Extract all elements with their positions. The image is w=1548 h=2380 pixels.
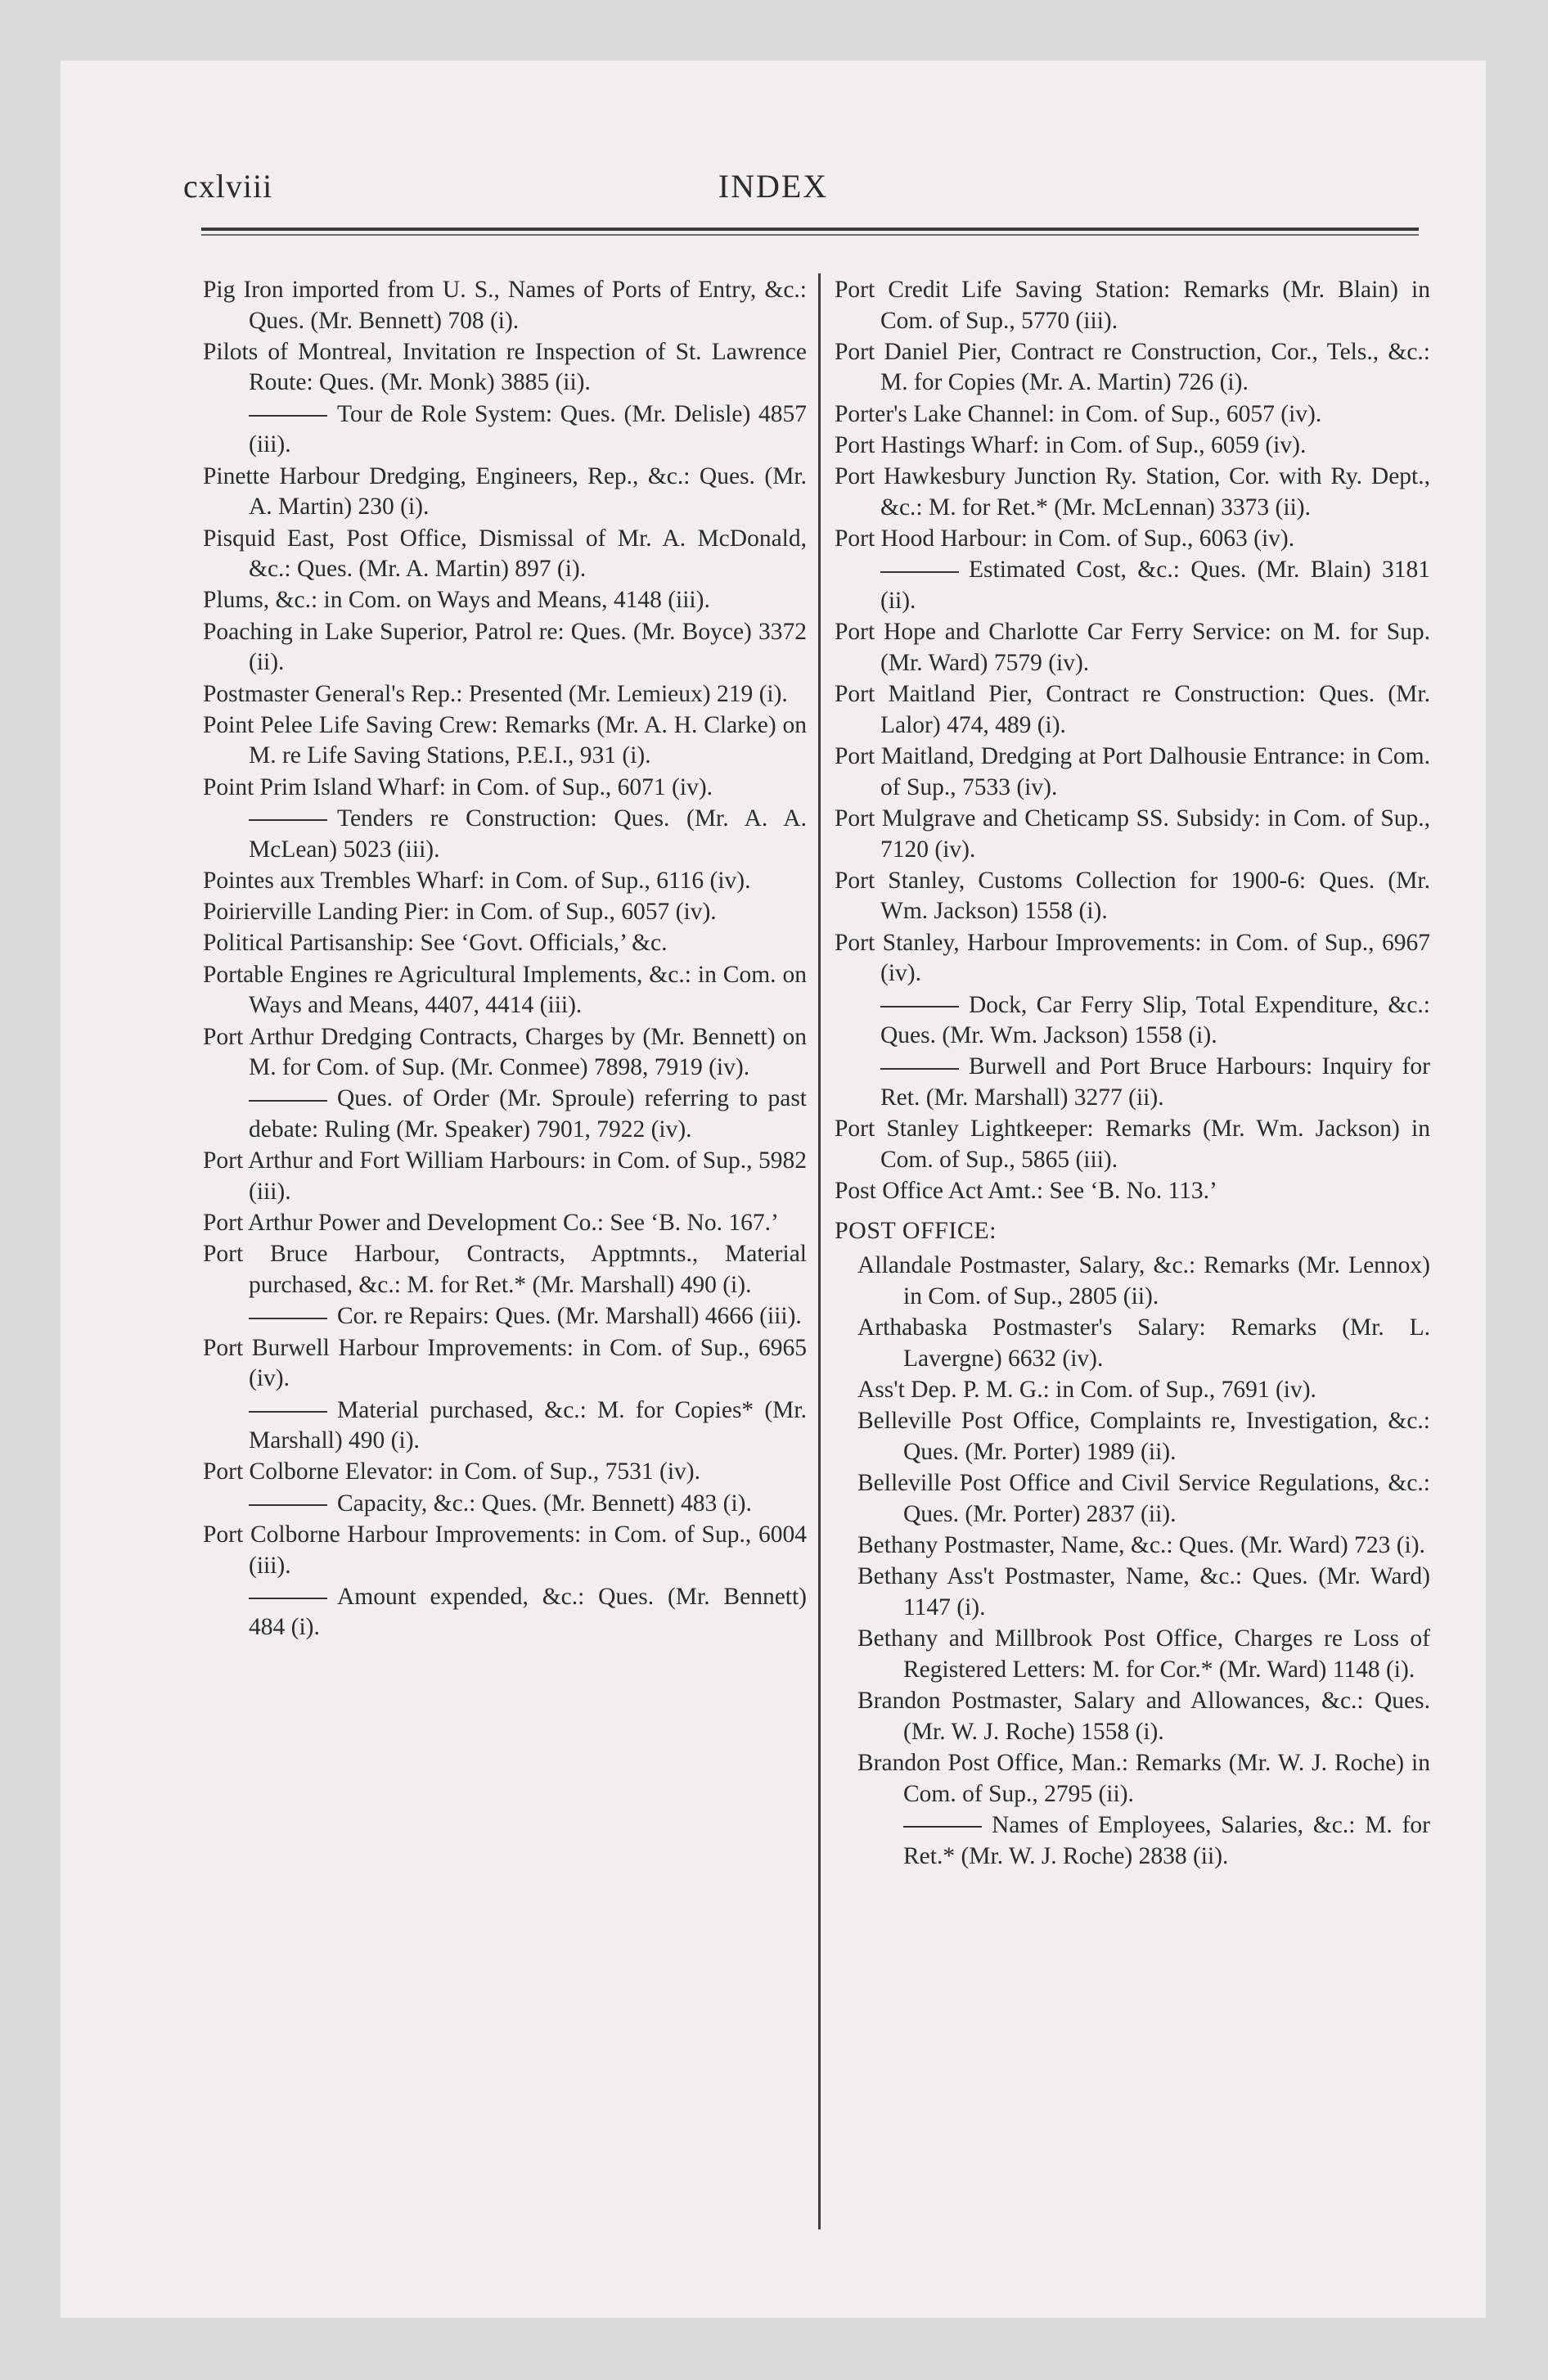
index-entry bbox=[835, 399, 1430, 430]
entry-text: Port Mulgrave and Cheticamp SS. Subsidy: in Com. of Sup., 7120 (iv). bbox=[835, 805, 1430, 863]
entry-text: Portable Engines re Agricultural Implements, &c.: in Com. on Ways and Means, 4407, 4414 (iii). bbox=[203, 961, 807, 1019]
index-subentry bbox=[835, 555, 1430, 616]
entry-text: Port Arthur and Fort William Harbours: in Com. of Sup., 5982 (iii). bbox=[203, 1147, 807, 1205]
entry-text: Port Arthur Power and Development Co.: See ‘B. No. 167.’ bbox=[203, 1210, 779, 1237]
index-entry bbox=[835, 1114, 1430, 1175]
entry-text: Pointes aux Trembles Wharf: in Com. of Sup., 6116 (iv). bbox=[203, 867, 751, 894]
entry-text: Ques. of Order (Mr. Sproule) referring to past debate: Ruling (Mr. Speaker) 7901, 7922 (iv). bbox=[249, 1085, 807, 1143]
entry-text: Plums, &c.: in Com. on Ways and Means, 4148 (iii). bbox=[203, 587, 710, 614]
entry-text: Allandale Postmaster, Salary, &c.: Remarks (Mr. Lennox) in Com. of Sup., 2805 (ii). bbox=[857, 1252, 1430, 1309]
entry-text: Port Hood Harbour: in Com. of Sup., 6063 (iv). bbox=[835, 525, 1295, 552]
index-entry bbox=[203, 897, 807, 928]
entry-text: Poirierville Landing Pier: in Com. of Sup., 6057 (iv). bbox=[203, 899, 717, 926]
index-entry bbox=[203, 710, 807, 772]
entry-text: Point Prim Island Wharf: in Com. of Sup., 6071 (iv). bbox=[203, 773, 713, 800]
index-entry bbox=[203, 1208, 807, 1239]
index-entry bbox=[835, 1251, 1430, 1312]
index-entry bbox=[835, 462, 1430, 523]
page-number: cxlviii bbox=[183, 168, 273, 205]
repeat-dash bbox=[249, 415, 327, 417]
entry-text: Pisquid East, Post Office, Dismissal of Mr. A. McDonald, &c.: Ques. (Mr. A. Martin) 897 (i). bbox=[203, 525, 807, 583]
entry-text: Postmaster General's Rep.: Presented (Mr. Lemieux) 219 (i). bbox=[203, 680, 788, 707]
entry-text: Post Office Act Amt.: See ‘B. No. 113.’ bbox=[835, 1178, 1217, 1205]
index-subentry bbox=[203, 1489, 807, 1520]
repeat-dash bbox=[880, 1006, 959, 1007]
page-header bbox=[61, 167, 1486, 216]
entry-text: Tenders re Construction: Ques. (Mr. A. A. McLean) 5023 (iii). bbox=[249, 805, 807, 863]
index-entry bbox=[835, 928, 1430, 989]
entry-text: Cor. re Repairs: Ques. (Mr. Marshall) 4666 (iii). bbox=[337, 1303, 802, 1330]
index-entry bbox=[835, 1530, 1430, 1562]
index-entry bbox=[203, 928, 807, 959]
index-subentry bbox=[835, 990, 1430, 1052]
left-column bbox=[203, 275, 807, 1644]
entry-text: Names of Employees, Salaries, &c.: M. for Ret.* (Mr. W. J. Roche) 2838 (ii). bbox=[903, 1811, 1430, 1869]
entry-text: Port Hastings Wharf: in Com. of Sup., 6059 (iv). bbox=[835, 432, 1307, 459]
index-subentry bbox=[835, 1810, 1430, 1872]
column-divider bbox=[818, 273, 821, 2229]
entry-text: Port Colborne Elevator: in Com. of Sup., 7531 (iv). bbox=[203, 1458, 700, 1485]
index-entry bbox=[203, 679, 807, 710]
entry-text: Port Bruce Harbour, Contracts, Apptmnts., Material purchased, &c.: M. for Ret.* (Mr. Marshall) 490 (i). bbox=[203, 1241, 807, 1299]
index-entry bbox=[835, 1624, 1430, 1685]
index-entry bbox=[203, 960, 807, 1021]
index-entry bbox=[203, 1457, 807, 1488]
entry-text: Port Stanley, Harbour Improvements: in Com. of Sup., 6967 (iv). bbox=[835, 929, 1430, 987]
index-entry bbox=[835, 1748, 1430, 1810]
entry-text: Port Maitland, Dredging at Port Dalhousie Entrance: in Com. of Sup., 7533 (iv). bbox=[835, 743, 1430, 800]
entry-text: Porter's Lake Channel: in Com. of Sup., 6057 (iv). bbox=[835, 400, 1322, 427]
entry-text: Tour de Role System: Ques. (Mr. Delisle) 4857 (iii). bbox=[249, 400, 807, 458]
index-entry bbox=[835, 679, 1430, 741]
index-subentry bbox=[835, 1052, 1430, 1113]
index-subentry bbox=[203, 1395, 807, 1457]
index-subentry bbox=[203, 399, 807, 461]
entry-text: Port Hope and Charlotte Car Ferry Service: on M. for Sup. (Mr. Ward) 7579 (iv). bbox=[835, 619, 1430, 676]
entry-text: Port Hawkesbury Junction Ry. Station, Cor. with Ry. Dept., &c.: M. for Ret.* (Mr. McLennan) 3373 (ii). bbox=[835, 463, 1430, 521]
entry-text: Brandon Postmaster, Salary and Allowances, &c.: Ques. (Mr. W. J. Roche) 1558 (i). bbox=[857, 1688, 1430, 1745]
repeat-dash bbox=[880, 571, 959, 573]
entry-text: Port Daniel Pier, Contract re Construction, Cor., Tels., &c.: M. for Copies (Mr. A. Martin) 726 (i). bbox=[835, 338, 1430, 396]
index-subentry bbox=[203, 1084, 807, 1145]
index-entry bbox=[835, 1562, 1430, 1623]
index-entry bbox=[203, 462, 807, 523]
entry-text: Material purchased, &c.: M. for Copies* (Mr. Marshall) 490 (i). bbox=[249, 1396, 807, 1454]
index-entry bbox=[835, 430, 1430, 462]
entry-text: Pilots of Montreal, Invitation re Inspection of St. Lawrence Route: Ques. (Mr. Monk) 3885 (ii). bbox=[203, 338, 807, 396]
index-entry bbox=[835, 524, 1430, 555]
entry-text: Port Maitland Pier, Contract re Construction: Ques. (Mr. Lalor) 474, 489 (i). bbox=[835, 681, 1430, 738]
entry-text: Dock, Car Ferry Slip, Total Expenditure, &c.: Ques. (Mr. Wm. Jackson) 1558 (i). bbox=[880, 991, 1430, 1049]
entry-text: Brandon Post Office, Man.: Remarks (Mr. W. J. Roche) in Com. of Sup., 2795 (ii). bbox=[857, 1750, 1430, 1807]
entry-text: Point Pelee Life Saving Crew: Remarks (Mr. A. H. Clarke) on M. re Life Saving Stations, P.E.I., 931 (i). bbox=[203, 711, 807, 769]
entry-text: Port Stanley Lightkeeper: Remarks (Mr. Wm. Jackson) in Com. of Sup., 5865 (iii). bbox=[835, 1116, 1430, 1173]
index-page bbox=[61, 61, 1486, 2318]
entry-text: Port Credit Life Saving Station: Remarks (Mr. Blain) in Com. of Sup., 5770 (iii). bbox=[835, 277, 1430, 334]
index-entry bbox=[203, 275, 807, 336]
index-entry bbox=[203, 1022, 807, 1084]
index-entry bbox=[835, 741, 1430, 803]
index-entry bbox=[835, 1375, 1430, 1406]
entry-text: POST OFFICE: bbox=[835, 1216, 997, 1244]
entry-text: Estimated Cost, &c.: Ques. (Mr. Blain) 3181 (ii). bbox=[880, 557, 1430, 615]
header-rule bbox=[201, 228, 1419, 231]
index-entry bbox=[835, 804, 1430, 865]
repeat-dash bbox=[249, 1411, 327, 1413]
index-entry bbox=[835, 1176, 1430, 1207]
index-entry bbox=[203, 1333, 807, 1395]
entry-text: Belleville Post Office, Complaints re, Investigation, &c.: Ques. (Mr. Porter) 1989 (ii). bbox=[857, 1408, 1430, 1466]
running-title: INDEX bbox=[718, 168, 829, 205]
index-subentry bbox=[203, 1301, 807, 1332]
repeat-dash bbox=[880, 1068, 959, 1070]
repeat-dash bbox=[249, 1100, 327, 1102]
index-subentry bbox=[203, 1582, 807, 1643]
entry-text: Port Arthur Dredging Contracts, Charges by (Mr. Bennett) on M. for Com. of Sup. (Mr. Conmee) 7898, 7919 (iv). bbox=[203, 1023, 807, 1081]
entry-text: Pig Iron imported from U. S., Names of Ports of Entry, &c.: Ques. (Mr. Bennett) 708 (i). bbox=[203, 277, 807, 334]
index-entry bbox=[835, 617, 1430, 678]
repeat-dash bbox=[249, 1318, 327, 1319]
entry-text: Bethany Postmaster, Name, &c.: Ques. (Mr. Ward) 723 (i). bbox=[857, 1532, 1425, 1559]
index-entry bbox=[835, 1468, 1430, 1530]
entry-text: Burwell and Port Bruce Harbours: Inquiry for Ret. (Mr. Marshall) 3277 (ii). bbox=[880, 1053, 1430, 1111]
entry-text: Arthabaska Postmaster's Salary: Remarks (Mr. L. Lavergne) 6632 (iv). bbox=[857, 1314, 1430, 1372]
index-entry bbox=[203, 617, 807, 678]
index-entry bbox=[835, 275, 1430, 336]
repeat-dash bbox=[903, 1826, 982, 1828]
index-entry bbox=[203, 337, 807, 399]
repeat-dash bbox=[249, 1598, 327, 1599]
index-entry bbox=[835, 337, 1430, 399]
index-subentry bbox=[203, 804, 807, 865]
index-entry bbox=[835, 1686, 1430, 1747]
index-entry bbox=[203, 524, 807, 585]
header-rule-thin bbox=[201, 234, 1419, 236]
index-entry bbox=[203, 866, 807, 897]
repeat-dash bbox=[249, 1504, 327, 1506]
index-entry bbox=[203, 1239, 807, 1300]
entry-text: Port Burwell Harbour Improvements: in Com. of Sup., 6965 (iv). bbox=[203, 1334, 807, 1392]
index-entry bbox=[203, 1520, 807, 1581]
right-column bbox=[835, 275, 1430, 1873]
entry-text: Belleville Post Office and Civil Service Regulations, &c.: Ques. (Mr. Porter) 2837 (ii). bbox=[857, 1470, 1430, 1527]
repeat-dash bbox=[249, 819, 327, 821]
entry-text: Political Partisanship: See ‘Govt. Officials,’ &c. bbox=[203, 930, 668, 957]
entry-text: Pinette Harbour Dredging, Engineers, Rep., &c.: Ques. (Mr. A. Martin) 230 (i). bbox=[203, 462, 807, 521]
entry-text: Port Colborne Harbour Improvements: in Com. of Sup., 6004 (iii). bbox=[203, 1521, 807, 1579]
index-entry bbox=[203, 773, 807, 804]
index-entry bbox=[835, 866, 1430, 927]
index-entry bbox=[835, 1406, 1430, 1467]
section-heading bbox=[835, 1215, 1430, 1246]
index-entry bbox=[835, 1313, 1430, 1374]
entry-text: Ass't Dep. P. M. G.: in Com. of Sup., 7691 (iv). bbox=[857, 1377, 1316, 1404]
entry-text: Bethany Ass't Postmaster, Name, &c.: Ques. (Mr. Ward) 1147 (i). bbox=[857, 1563, 1430, 1621]
index-entry bbox=[203, 585, 807, 616]
entry-text: Capacity, &c.: Ques. (Mr. Bennett) 483 (i). bbox=[337, 1490, 752, 1517]
entry-text: Port Stanley, Customs Collection for 1900-6: Ques. (Mr. Wm. Jackson) 1558 (i). bbox=[835, 867, 1430, 925]
entry-text: Amount expended, &c.: Ques. (Mr. Bennett) 484 (i). bbox=[249, 1583, 807, 1641]
entry-text: Bethany and Millbrook Post Office, Charges re Loss of Registered Letters: M. for Cor.* (Mr. Ward) 1148 (i). bbox=[857, 1625, 1430, 1683]
entry-text: Poaching in Lake Superior, Patrol re: Ques. (Mr. Boyce) 3372 (ii). bbox=[203, 618, 807, 676]
index-entry bbox=[203, 1146, 807, 1207]
